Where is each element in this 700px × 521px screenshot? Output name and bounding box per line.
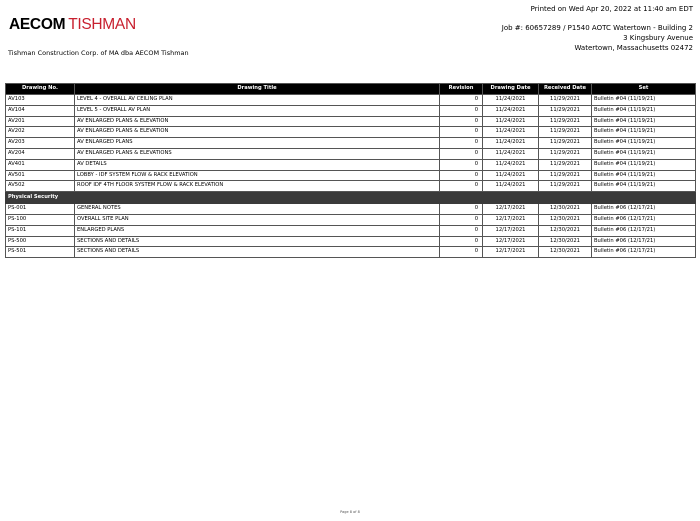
cell-received-date: 11/29/2021 xyxy=(539,159,592,170)
col-drawing-title[interactable]: Drawing Title xyxy=(75,84,440,95)
cell-drawing-no: AV502 xyxy=(6,181,75,192)
cell-revision: 0 xyxy=(440,116,483,127)
cell-drawing-date: 11/24/2021 xyxy=(483,138,539,149)
cell-drawing-date: 11/24/2021 xyxy=(483,116,539,127)
cell-set: Bulletin #06 (12/17/21) xyxy=(592,236,696,247)
table-row[interactable] xyxy=(6,204,696,215)
table-row[interactable] xyxy=(6,95,696,106)
cell-revision: 0 xyxy=(440,127,483,138)
cell-drawing-no: PS-100 xyxy=(6,214,75,225)
cell-drawing-title: SECTIONS AND DETAILS xyxy=(75,236,440,247)
page-footer: Page 8 of 8 xyxy=(340,510,360,514)
cell-received-date: 11/29/2021 xyxy=(539,181,592,192)
col-drawing-date[interactable]: Drawing Date xyxy=(483,84,539,95)
cell-set: Bulletin #04 (11/19/21) xyxy=(592,170,696,181)
table-row[interactable] xyxy=(6,236,696,247)
printed-timestamp: Printed on Wed Apr 20, 2022 at 11:40 am EDT xyxy=(530,5,693,13)
cell-drawing-no: AV203 xyxy=(6,138,75,149)
cell-drawing-title: GENERAL NOTES xyxy=(75,204,440,215)
cell-drawing-date: 11/24/2021 xyxy=(483,159,539,170)
col-received-date[interactable]: Received Date xyxy=(539,84,592,95)
cell-received-date: 11/29/2021 xyxy=(539,127,592,138)
cell-drawing-no: AV103 xyxy=(6,95,75,106)
cell-drawing-title: AV ENLARGED PLANS xyxy=(75,138,440,149)
project-address xyxy=(502,23,693,53)
cell-drawing-date: 11/24/2021 xyxy=(483,170,539,181)
cell-drawing-title: AV ENLARGED PLANS & ELEVATION xyxy=(75,116,440,127)
table-header-row xyxy=(6,84,696,95)
cell-drawing-no: PS-500 xyxy=(6,236,75,247)
cell-drawing-date: 12/17/2021 xyxy=(483,225,539,236)
cell-drawing-date: 12/17/2021 xyxy=(483,236,539,247)
cell-drawing-title: AV ENLARGED PLANS & ELEVATION xyxy=(75,127,440,138)
cell-drawing-date: 11/24/2021 xyxy=(483,95,539,106)
cell-revision: 0 xyxy=(440,159,483,170)
table-row[interactable] xyxy=(6,181,696,192)
cell-received-date: 12/30/2021 xyxy=(539,225,592,236)
table-row[interactable] xyxy=(6,170,696,181)
cell-revision: 0 xyxy=(440,95,483,106)
city-address: Watertown, Massachusetts 02472 xyxy=(574,44,693,52)
cell-set: Bulletin #04 (11/19/21) xyxy=(592,138,696,149)
table-row[interactable] xyxy=(6,247,696,258)
cell-drawing-no: AV104 xyxy=(6,105,75,116)
section-title: Physical Security xyxy=(6,192,696,204)
cell-drawing-date: 11/24/2021 xyxy=(483,127,539,138)
cell-received-date: 12/30/2021 xyxy=(539,236,592,247)
cell-drawing-no: PS-001 xyxy=(6,204,75,215)
cell-revision: 0 xyxy=(440,138,483,149)
cell-set: Bulletin #06 (12/17/21) xyxy=(592,214,696,225)
cell-drawing-no: AV501 xyxy=(6,170,75,181)
cell-received-date: 11/29/2021 xyxy=(539,95,592,106)
cell-received-date: 11/29/2021 xyxy=(539,138,592,149)
cell-drawing-no: PS-101 xyxy=(6,225,75,236)
cell-drawing-date: 11/24/2021 xyxy=(483,105,539,116)
cell-revision: 0 xyxy=(440,181,483,192)
table-row[interactable] xyxy=(6,127,696,138)
table-row[interactable] xyxy=(6,225,696,236)
cell-drawing-title: LEVEL 5 - OVERALL AV PLAN xyxy=(75,105,440,116)
job-number: Job #: 60657289 / P1540 AOTC Watertown - Building 2 xyxy=(501,24,693,32)
cell-set: Bulletin #06 (12/17/21) xyxy=(592,225,696,236)
table-row[interactable] xyxy=(6,148,696,159)
logo-aecom: AECOM xyxy=(9,16,66,33)
cell-received-date: 11/29/2021 xyxy=(539,170,592,181)
cell-revision: 0 xyxy=(440,247,483,258)
company-logo xyxy=(9,16,136,34)
cell-set: Bulletin #04 (11/19/21) xyxy=(592,105,696,116)
table-row[interactable] xyxy=(6,116,696,127)
cell-revision: 0 xyxy=(440,170,483,181)
col-set[interactable]: Set xyxy=(592,84,696,95)
cell-revision: 0 xyxy=(440,148,483,159)
cell-revision: 0 xyxy=(440,225,483,236)
cell-drawing-title: ROOF IDF 4TH FLOOR SYSTEM FLOW & RACK ELEVATION xyxy=(75,181,440,192)
cell-revision: 0 xyxy=(440,236,483,247)
cell-set: Bulletin #04 (11/19/21) xyxy=(592,181,696,192)
cell-set: Bulletin #04 (11/19/21) xyxy=(592,159,696,170)
cell-drawing-no: AV204 xyxy=(6,148,75,159)
cell-drawing-title: AV ENLARGED PLANS & ELEVATIONS xyxy=(75,148,440,159)
logo-tishman: TISHMAN xyxy=(68,16,136,33)
cell-set: Bulletin #06 (12/17/21) xyxy=(592,247,696,258)
cell-set: Bulletin #04 (11/19/21) xyxy=(592,148,696,159)
cell-revision: 0 xyxy=(440,214,483,225)
cell-set: Bulletin #04 (11/19/21) xyxy=(592,95,696,106)
table-row[interactable] xyxy=(6,105,696,116)
cell-received-date: 12/30/2021 xyxy=(539,247,592,258)
cell-drawing-date: 12/17/2021 xyxy=(483,204,539,215)
cell-set: Bulletin #04 (11/19/21) xyxy=(592,127,696,138)
table-row[interactable] xyxy=(6,138,696,149)
cell-drawing-title: SECTIONS AND DETAILS xyxy=(75,247,440,258)
cell-drawing-title: ENLARGED PLANS xyxy=(75,225,440,236)
cell-drawing-no: AV201 xyxy=(6,116,75,127)
cell-drawing-no: PS-501 xyxy=(6,247,75,258)
cell-drawing-date: 12/17/2021 xyxy=(483,247,539,258)
cell-received-date: 12/30/2021 xyxy=(539,214,592,225)
cell-drawing-no: AV202 xyxy=(6,127,75,138)
cell-revision: 0 xyxy=(440,105,483,116)
cell-drawing-no: AV401 xyxy=(6,159,75,170)
cell-revision: 0 xyxy=(440,204,483,215)
cell-received-date: 11/29/2021 xyxy=(539,105,592,116)
cell-received-date: 12/30/2021 xyxy=(539,204,592,215)
cell-drawing-date: 12/17/2021 xyxy=(483,214,539,225)
street-address: 3 Kingsbury Avenue xyxy=(623,34,693,42)
cell-received-date: 11/29/2021 xyxy=(539,148,592,159)
cell-drawing-title: LEVEL 4 - OVERALL AV CEILING PLAN xyxy=(75,95,440,106)
cell-drawing-title: OVERALL SITE PLAN xyxy=(75,214,440,225)
col-revision[interactable]: Revision xyxy=(440,84,483,95)
cell-set: Bulletin #04 (11/19/21) xyxy=(592,116,696,127)
company-name: Tishman Construction Corp. of MA dba AECOM Tishman xyxy=(8,49,189,57)
col-drawing-no[interactable]: Drawing No. xyxy=(6,84,75,95)
section-row-physical-security xyxy=(6,192,696,204)
cell-drawing-title: AV DETAILS xyxy=(75,159,440,170)
cell-received-date: 11/29/2021 xyxy=(539,116,592,127)
cell-drawing-date: 11/24/2021 xyxy=(483,148,539,159)
drawing-log-table xyxy=(5,83,696,258)
cell-drawing-title: LOBBY - IDF SYSTEM FLOW & RACK ELEVATION xyxy=(75,170,440,181)
table-row[interactable] xyxy=(6,159,696,170)
table-row[interactable] xyxy=(6,214,696,225)
cell-set: Bulletin #06 (12/17/21) xyxy=(592,204,696,215)
cell-drawing-date: 11/24/2021 xyxy=(483,181,539,192)
